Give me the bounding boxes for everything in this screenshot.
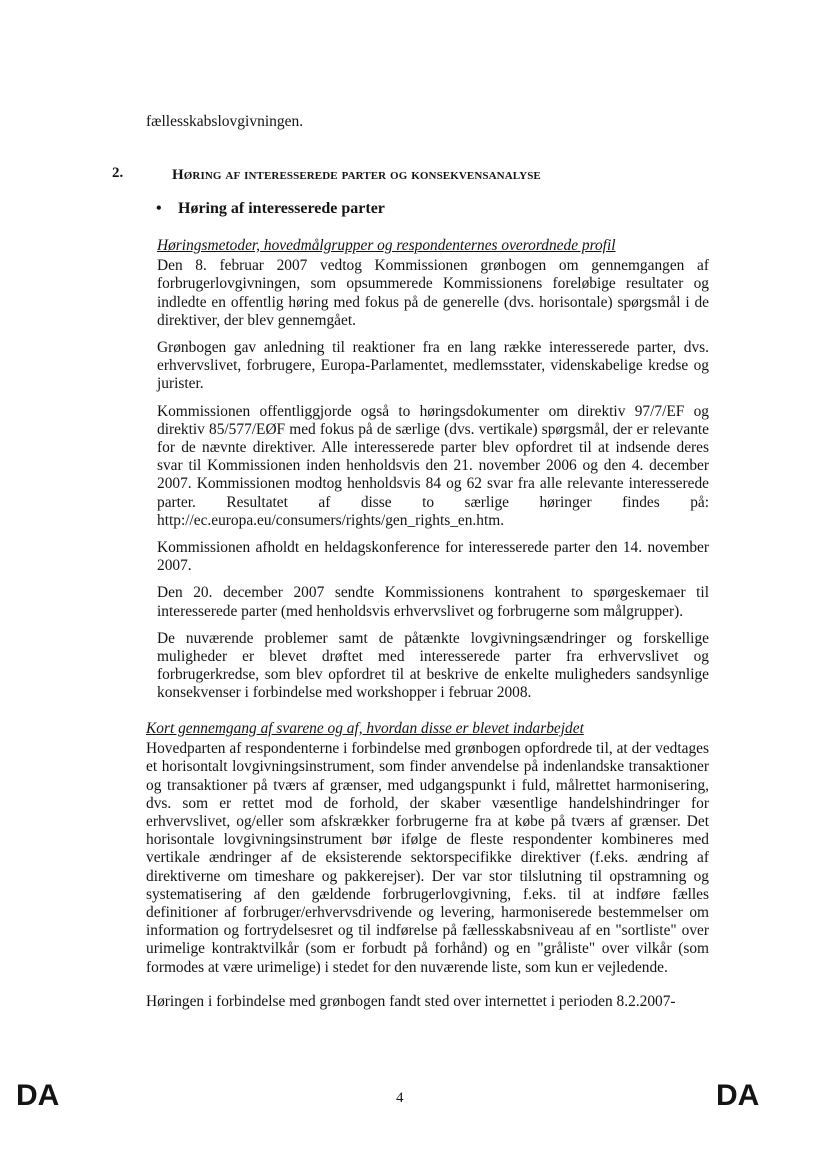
paragraph: Den 20. december 2007 sendte Kommissionens kontrahent to spørgeskemaer til interesserede parter (med henholdsvis erhvervslivet og forbrugerne som målgrupper).	[157, 584, 709, 620]
paragraph: Kommissionen afholdt en heldagskonference for interesserede parter den 14. november 2007.	[157, 539, 709, 575]
subheading-text: Høring af interesserede parter	[178, 200, 385, 217]
language-code-right: DA	[716, 1079, 760, 1112]
bullet-icon: •	[156, 200, 162, 217]
language-code-left: DA	[16, 1079, 60, 1112]
section-title: Høring af interesserede parter og konsekvensanalyse	[172, 167, 541, 183]
paragraph: De nuværende problemer samt de påtænkte lovgivningsændringer og forskellige muligheder er blevet drøftet med interesserede parter fra erhvervslivet og forbrugerkredse, som blev opfordret til at beskrive de enkelte muligheders sandsynlige konsekvenser i forbindelse med workshopper i februar 2008.	[157, 629, 709, 702]
responses-summary-section	[146, 720, 709, 1020]
page-number: 4	[396, 1090, 404, 1106]
topic-heading-responses: Kort gennemgang af svarene og af, hvordan disse er blevet indarbejdet	[146, 720, 584, 737]
paragraph: Grønbogen gav anledning til reaktioner fra en lang række interesserede parter, dvs. erhvervslivet, forbrugere, Europa-Parlamentet, medlemsstater, videnskabelige kredse og jurister.	[157, 339, 709, 393]
continuation-text: fællesskabslovgivningen.	[146, 113, 304, 130]
subheading	[156, 200, 385, 218]
paragraph: Høringen i forbindelse med grønbogen fandt sted over internettet i perioden 8.2.2007-	[146, 992, 676, 1010]
paragraph: Kommissionen offentliggjorde også to høringsdokumenter om direktiv 97/7/EF og direktiv 85/577/EØF med fokus på de særlige (dvs. vertikale) spørgsmål, der er relevante for de nævnte direktiver. Alle interesserede parter blev opfordret til at indsende deres svar til Kommissionen inden henholdsvis den 21. november 2006 og den 4. december 2007. Kommissionen modtog henholdsvis 84 og 62 svar fra alle relevante interesserede parter. Resultatet af disse to særlige høringer findes på: http://ec.europa.eu/consumers/rights/gen_rights_en.htm.	[157, 402, 709, 529]
paragraph: Den 8. februar 2007 vedtog Kommissionen grønbogen om gennemgangen af forbrugerlovgivningen, som opsummerede Kommissionens foreløbige resultater og indledte en offentlig høring med fokus på de generelle (dvs. horisontale) spørgsmål i de direktiver, der blev gennemgået.	[157, 257, 709, 329]
section-number: 2.	[112, 165, 124, 181]
consultation-methods-section	[157, 237, 709, 712]
topic-heading-methods: Høringsmetoder, hovedmålgrupper og respondenternes overordnede profil	[157, 237, 616, 254]
paragraph: Hovedparten af respondenterne i forbindelse med grønbogen opfordrede til, at der vedtages et horisontalt lovgivningsinstrument, som finder anvendelse på indenlandske transaktioner og transaktioner på tværs af grænser, med udgangspunkt i fuld, målrettet harmonisering, dvs. som er rettet mod de forhold, der skaber væsentlige handelshindringer for erhvervslivet, og/eller som afskrækker forbrugerne fra at købe på tværs af grænser. Det horisontale lovgivningsinstrument bør ifølge de fleste respondenter kombineres med vertikale ændringer af de eksisterende sektorspecifikke direktiver (f.eks. ændring af direktiverne om timeshare og pakkerejser). Der var stor tilslutning til opstramning og systematisering af den gældende forbrugerlovgivning, f.eks. til at indføre fælles definitioner af forbruger/erhvervsdrivende og levering, harmoniserede bestemmelser om information og fortrydelsesret og til indførelse på fællesskabsniveau af en "sortliste" over urimelige kontraktvilkår (som er forbudt på forhånd) og en "gråliste" over vilkår (som formodes at være urimelige) i stedet for den nuværende liste, som kun er vejledende.	[146, 740, 709, 976]
